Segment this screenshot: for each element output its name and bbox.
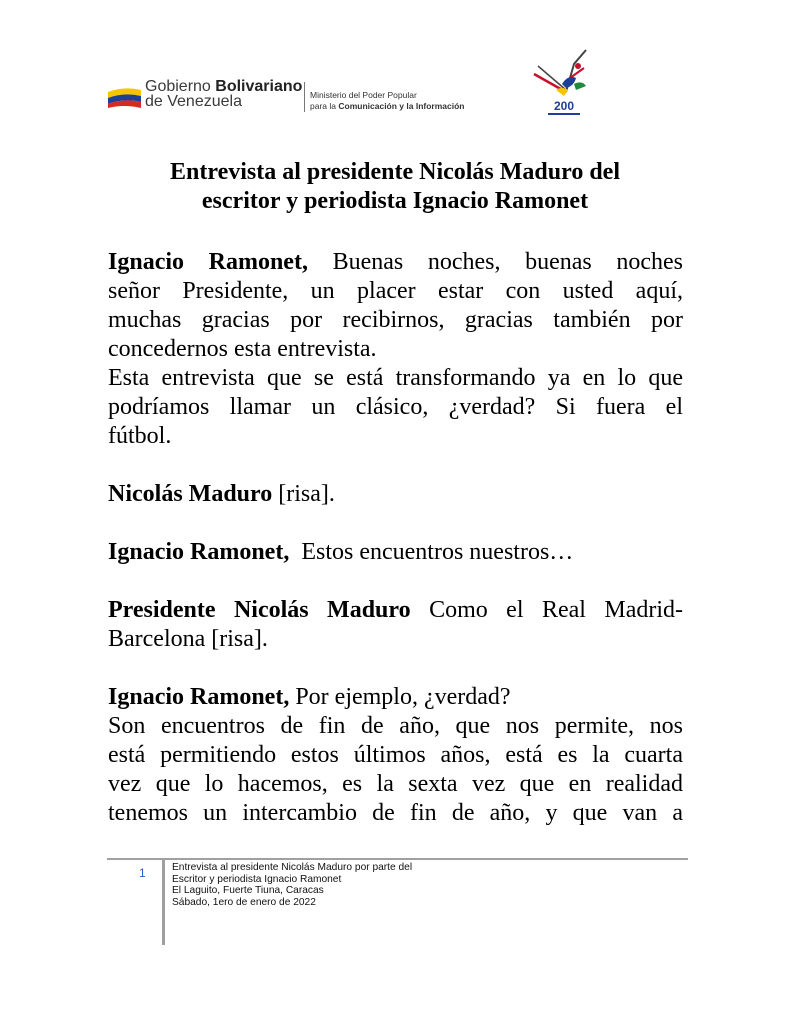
footer-info	[172, 862, 412, 908]
paragraph-line: Barcelona [risa].	[108, 626, 268, 652]
paragraph-line: muchas gracias por recibirnos, gracias también por	[108, 307, 683, 333]
header-divider	[304, 82, 305, 112]
paragraph-line: señor Presidente, un placer estar con usted aquí,	[108, 278, 683, 304]
title-line-1: Entrevista al presidente Nicolás Maduro del	[170, 159, 620, 185]
footer-line-2: Escritor y periodista Ignacio Ramonet	[172, 873, 342, 885]
paragraph-text: [risa].	[272, 481, 335, 507]
footer-vertical-bar	[162, 859, 165, 945]
paragraph-line: podríamos llamar un clásico, ¿verdad? Si fuera el	[108, 394, 683, 420]
document-title	[100, 158, 690, 216]
paragraph-line: vez que lo hacemos, es la sexta vez que en realidad	[108, 771, 683, 797]
paragraph-line: fútbol.	[108, 423, 172, 449]
paragraph-line: tenemos un intercambio de fin de año, y que van a	[108, 800, 683, 826]
paragraph-3	[108, 480, 683, 509]
speaker-name: Ignacio Ramonet,	[108, 539, 290, 565]
speaker-name: Ignacio Ramonet,	[108, 249, 308, 275]
paragraph-line: Son encuentros de fin de año, que nos permite, nos	[108, 713, 683, 739]
page-number: 1	[139, 866, 146, 880]
paragraph-4	[108, 538, 683, 567]
paragraph-line: Esta entrevista que se está transformando ya en lo que	[108, 365, 683, 391]
footer-line-3: El Laguito, Fuerte Tiuna, Caracas	[172, 885, 324, 896]
paragraph-line: concedernos esta entrevista.	[108, 336, 377, 362]
paragraph-text: Buenas noches, buenas noches	[307, 249, 684, 275]
paragraph-text: Estos encuentros nuestros…	[289, 539, 574, 565]
paragraph-text: Por ejemplo, ¿verdad?	[289, 684, 511, 710]
paragraph-text: Como el Real Madrid-	[410, 597, 684, 623]
transcript-body	[108, 248, 683, 828]
government-name: Gobierno Bolivariano de Venezuela	[145, 78, 303, 110]
paragraph-line: está permitiendo estos últimos años, está es la cuarta	[108, 742, 683, 768]
venezuela-flag-logo	[108, 86, 141, 108]
svg-text:200: 200	[553, 99, 575, 113]
title-line-2: escritor y periodista Ignacio Ramonet	[201, 188, 589, 214]
bicentennial-emblem-icon	[526, 44, 602, 120]
paragraph-6	[108, 683, 683, 712]
footer-divider	[107, 858, 688, 860]
speaker-name: Presidente Nicolás Maduro	[108, 597, 411, 623]
speaker-name: Nicolás Maduro	[108, 481, 273, 507]
footer-line-4: Sábado, 1ero de enero de 2022	[172, 896, 316, 908]
footer-line-1: Entrevista al presidente Nicolás Maduro por parte del	[172, 862, 413, 873]
page-header	[108, 44, 618, 120]
speaker-name: Ignacio Ramonet,	[108, 684, 290, 710]
paragraph-1	[108, 248, 683, 277]
paragraph-5	[108, 596, 683, 625]
ministry-name: Ministerio del Poder Popular para la Comunicación y la Información	[310, 90, 465, 111]
